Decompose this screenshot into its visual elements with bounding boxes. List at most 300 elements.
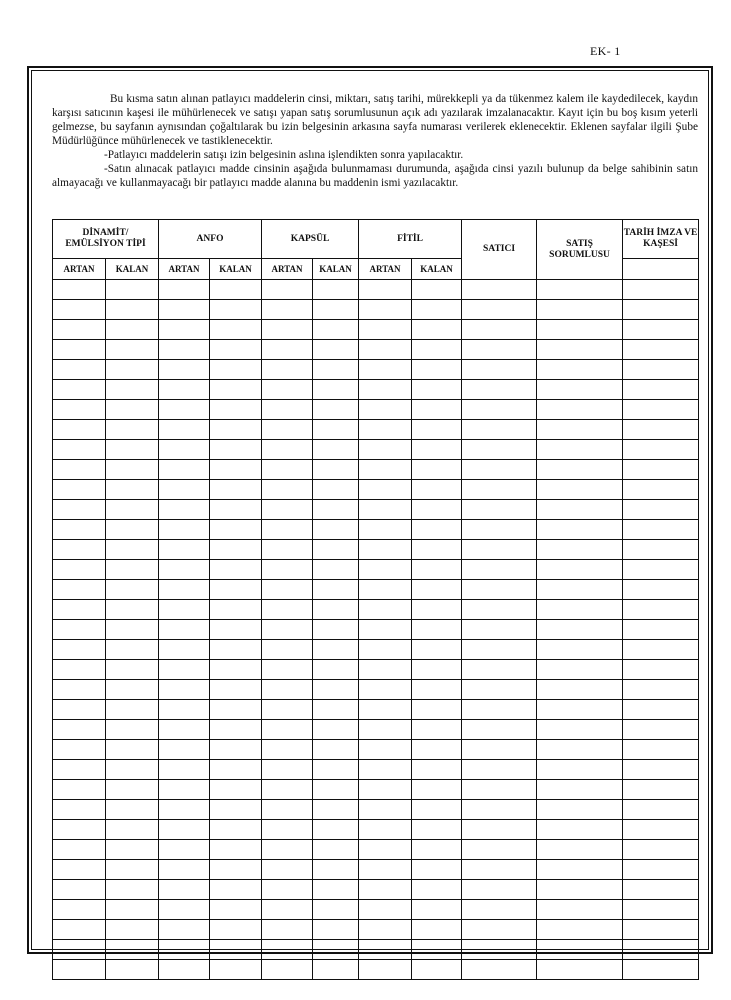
table-cell[interactable]: [359, 820, 412, 840]
table-cell[interactable]: [359, 620, 412, 640]
table-cell[interactable]: [210, 580, 262, 600]
table-cell[interactable]: [537, 740, 623, 760]
table-cell[interactable]: [262, 660, 313, 680]
table-cell[interactable]: [159, 800, 210, 820]
table-cell[interactable]: [412, 380, 462, 400]
table-cell[interactable]: [53, 340, 106, 360]
table-cell[interactable]: [359, 760, 412, 780]
table-cell[interactable]: [359, 520, 412, 540]
table-cell[interactable]: [53, 380, 106, 400]
table-cell[interactable]: [313, 740, 359, 760]
table-cell[interactable]: [262, 960, 313, 980]
table-cell[interactable]: [462, 500, 537, 520]
table-cell[interactable]: [159, 500, 210, 520]
table-cell[interactable]: [210, 660, 262, 680]
table-cell[interactable]: [106, 800, 159, 820]
table-cell[interactable]: [210, 280, 262, 300]
table-cell[interactable]: [623, 720, 699, 740]
table-cell[interactable]: [462, 520, 537, 540]
table-cell[interactable]: [359, 300, 412, 320]
table-cell[interactable]: [412, 960, 462, 980]
table-cell[interactable]: [106, 580, 159, 600]
table-cell[interactable]: [313, 760, 359, 780]
table-cell[interactable]: [262, 400, 313, 420]
table-cell[interactable]: [53, 700, 106, 720]
table-cell[interactable]: [53, 560, 106, 580]
table-cell[interactable]: [313, 540, 359, 560]
table-cell[interactable]: [53, 760, 106, 780]
table-cell[interactable]: [106, 400, 159, 420]
table-cell[interactable]: [412, 320, 462, 340]
table-cell[interactable]: [537, 760, 623, 780]
table-cell[interactable]: [359, 800, 412, 820]
table-cell[interactable]: [106, 660, 159, 680]
table-cell[interactable]: [262, 900, 313, 920]
table-cell[interactable]: [210, 400, 262, 420]
table-cell[interactable]: [159, 960, 210, 980]
table-cell[interactable]: [262, 580, 313, 600]
table-cell[interactable]: [262, 560, 313, 580]
table-cell[interactable]: [313, 920, 359, 940]
table-cell[interactable]: [462, 920, 537, 940]
table-cell[interactable]: [623, 920, 699, 940]
table-cell[interactable]: [53, 480, 106, 500]
table-cell[interactable]: [262, 520, 313, 540]
table-cell[interactable]: [53, 920, 106, 940]
table-cell[interactable]: [159, 640, 210, 660]
table-cell[interactable]: [537, 480, 623, 500]
table-cell[interactable]: [462, 620, 537, 640]
table-cell[interactable]: [262, 320, 313, 340]
table-cell[interactable]: [313, 460, 359, 480]
table-cell[interactable]: [210, 540, 262, 560]
table-cell[interactable]: [462, 720, 537, 740]
table-cell[interactable]: [53, 580, 106, 600]
table-cell[interactable]: [262, 280, 313, 300]
table-cell[interactable]: [210, 680, 262, 700]
table-cell[interactable]: [462, 680, 537, 700]
table-cell[interactable]: [537, 580, 623, 600]
table-cell[interactable]: [210, 900, 262, 920]
table-cell[interactable]: [462, 400, 537, 420]
table-cell[interactable]: [462, 660, 537, 680]
table-cell[interactable]: [53, 400, 106, 420]
table-cell[interactable]: [462, 760, 537, 780]
table-cell[interactable]: [412, 660, 462, 680]
table-cell[interactable]: [210, 600, 262, 620]
table-cell[interactable]: [412, 940, 462, 960]
table-cell[interactable]: [412, 480, 462, 500]
table-cell[interactable]: [412, 420, 462, 440]
table-cell[interactable]: [623, 900, 699, 920]
table-cell[interactable]: [462, 480, 537, 500]
table-cell[interactable]: [537, 860, 623, 880]
table-cell[interactable]: [262, 760, 313, 780]
table-cell[interactable]: [623, 520, 699, 540]
table-cell[interactable]: [412, 400, 462, 420]
table-cell[interactable]: [359, 540, 412, 560]
table-cell[interactable]: [210, 340, 262, 360]
table-cell[interactable]: [53, 780, 106, 800]
table-cell[interactable]: [412, 540, 462, 560]
table-cell[interactable]: [313, 720, 359, 740]
table-cell[interactable]: [53, 640, 106, 660]
table-cell[interactable]: [359, 960, 412, 980]
table-cell[interactable]: [359, 780, 412, 800]
table-cell[interactable]: [53, 900, 106, 920]
table-cell[interactable]: [537, 920, 623, 940]
table-cell[interactable]: [359, 440, 412, 460]
table-cell[interactable]: [210, 700, 262, 720]
table-cell[interactable]: [359, 400, 412, 420]
table-cell[interactable]: [623, 500, 699, 520]
table-cell[interactable]: [537, 460, 623, 480]
table-cell[interactable]: [412, 780, 462, 800]
table-cell[interactable]: [359, 280, 412, 300]
table-cell[interactable]: [313, 680, 359, 700]
table-cell[interactable]: [262, 920, 313, 940]
table-cell[interactable]: [537, 720, 623, 740]
table-cell[interactable]: [53, 860, 106, 880]
table-cell[interactable]: [53, 800, 106, 820]
table-cell[interactable]: [462, 880, 537, 900]
table-cell[interactable]: [313, 560, 359, 580]
table-cell[interactable]: [53, 440, 106, 460]
table-cell[interactable]: [159, 540, 210, 560]
table-cell[interactable]: [210, 760, 262, 780]
table-cell[interactable]: [262, 440, 313, 460]
table-cell[interactable]: [412, 560, 462, 580]
table-cell[interactable]: [313, 820, 359, 840]
table-cell[interactable]: [537, 380, 623, 400]
table-cell[interactable]: [262, 740, 313, 760]
table-cell[interactable]: [462, 820, 537, 840]
table-cell[interactable]: [412, 520, 462, 540]
table-cell[interactable]: [159, 860, 210, 880]
table-cell[interactable]: [462, 560, 537, 580]
table-cell[interactable]: [313, 400, 359, 420]
table-cell[interactable]: [359, 900, 412, 920]
table-cell[interactable]: [623, 800, 699, 820]
table-cell[interactable]: [462, 860, 537, 880]
table-cell[interactable]: [412, 640, 462, 660]
table-cell[interactable]: [53, 960, 106, 980]
table-cell[interactable]: [106, 500, 159, 520]
table-cell[interactable]: [210, 560, 262, 580]
table-cell[interactable]: [106, 300, 159, 320]
table-cell[interactable]: [313, 860, 359, 880]
table-cell[interactable]: [359, 840, 412, 860]
table-cell[interactable]: [623, 360, 699, 380]
table-cell[interactable]: [106, 460, 159, 480]
table-cell[interactable]: [159, 660, 210, 680]
table-cell[interactable]: [262, 540, 313, 560]
table-cell[interactable]: [462, 320, 537, 340]
table-cell[interactable]: [313, 500, 359, 520]
table-cell[interactable]: [623, 640, 699, 660]
table-cell[interactable]: [537, 600, 623, 620]
table-cell[interactable]: [623, 680, 699, 700]
table-cell[interactable]: [462, 360, 537, 380]
table-cell[interactable]: [462, 840, 537, 860]
table-cell[interactable]: [623, 880, 699, 900]
table-cell[interactable]: [313, 780, 359, 800]
table-cell[interactable]: [412, 340, 462, 360]
table-cell[interactable]: [159, 820, 210, 840]
table-cell[interactable]: [412, 820, 462, 840]
table-cell[interactable]: [462, 280, 537, 300]
table-cell[interactable]: [106, 920, 159, 940]
table-cell[interactable]: [262, 300, 313, 320]
table-cell[interactable]: [210, 360, 262, 380]
table-cell[interactable]: [106, 480, 159, 500]
table-cell[interactable]: [537, 620, 623, 640]
table-cell[interactable]: [412, 440, 462, 460]
table-cell[interactable]: [537, 680, 623, 700]
table-cell[interactable]: [53, 840, 106, 860]
table-cell[interactable]: [106, 700, 159, 720]
table-cell[interactable]: [412, 800, 462, 820]
table-cell[interactable]: [537, 440, 623, 460]
table-cell[interactable]: [106, 440, 159, 460]
table-cell[interactable]: [359, 320, 412, 340]
table-cell[interactable]: [53, 540, 106, 560]
table-cell[interactable]: [537, 360, 623, 380]
table-cell[interactable]: [159, 360, 210, 380]
table-cell[interactable]: [159, 600, 210, 620]
table-cell[interactable]: [537, 640, 623, 660]
table-cell[interactable]: [106, 860, 159, 880]
table-cell[interactable]: [106, 840, 159, 860]
table-cell[interactable]: [462, 460, 537, 480]
table-cell[interactable]: [159, 920, 210, 940]
table-cell[interactable]: [313, 440, 359, 460]
table-cell[interactable]: [313, 320, 359, 340]
table-cell[interactable]: [537, 320, 623, 340]
table-cell[interactable]: [262, 640, 313, 660]
table-cell[interactable]: [53, 300, 106, 320]
table-cell[interactable]: [462, 440, 537, 460]
table-cell[interactable]: [537, 660, 623, 680]
table-cell[interactable]: [359, 340, 412, 360]
table-cell[interactable]: [53, 460, 106, 480]
table-cell[interactable]: [359, 640, 412, 660]
table-cell[interactable]: [537, 300, 623, 320]
table-cell[interactable]: [106, 760, 159, 780]
table-cell[interactable]: [462, 640, 537, 660]
table-cell[interactable]: [537, 420, 623, 440]
table-cell[interactable]: [412, 620, 462, 640]
table-cell[interactable]: [159, 280, 210, 300]
table-cell[interactable]: [412, 900, 462, 920]
table-cell[interactable]: [462, 300, 537, 320]
table-cell[interactable]: [106, 380, 159, 400]
table-cell[interactable]: [623, 440, 699, 460]
table-cell[interactable]: [462, 420, 537, 440]
table-cell[interactable]: [412, 700, 462, 720]
table-cell[interactable]: [537, 840, 623, 860]
table-cell[interactable]: [359, 420, 412, 440]
table-cell[interactable]: [159, 460, 210, 480]
table-cell[interactable]: [359, 480, 412, 500]
table-cell[interactable]: [106, 960, 159, 980]
table-cell[interactable]: [359, 600, 412, 620]
table-cell[interactable]: [262, 680, 313, 700]
table-cell[interactable]: [313, 300, 359, 320]
table-cell[interactable]: [159, 480, 210, 500]
table-cell[interactable]: [210, 420, 262, 440]
table-cell[interactable]: [462, 780, 537, 800]
table-cell[interactable]: [159, 700, 210, 720]
table-cell[interactable]: [53, 320, 106, 340]
table-cell[interactable]: [210, 480, 262, 500]
table-cell[interactable]: [462, 580, 537, 600]
table-cell[interactable]: [106, 720, 159, 740]
table-cell[interactable]: [159, 340, 210, 360]
table-cell[interactable]: [462, 800, 537, 820]
table-cell[interactable]: [313, 960, 359, 980]
table-cell[interactable]: [623, 300, 699, 320]
table-cell[interactable]: [462, 340, 537, 360]
table-cell[interactable]: [159, 320, 210, 340]
table-cell[interactable]: [359, 740, 412, 760]
table-cell[interactable]: [623, 560, 699, 580]
table-cell[interactable]: [537, 520, 623, 540]
table-cell[interactable]: [106, 640, 159, 660]
table-cell[interactable]: [53, 280, 106, 300]
table-cell[interactable]: [412, 860, 462, 880]
table-cell[interactable]: [159, 840, 210, 860]
table-cell[interactable]: [412, 600, 462, 620]
table-cell[interactable]: [623, 760, 699, 780]
table-cell[interactable]: [537, 700, 623, 720]
table-cell[interactable]: [262, 800, 313, 820]
table-cell[interactable]: [159, 620, 210, 640]
table-cell[interactable]: [106, 940, 159, 960]
table-cell[interactable]: [210, 920, 262, 940]
table-cell[interactable]: [262, 460, 313, 480]
table-cell[interactable]: [537, 900, 623, 920]
table-cell[interactable]: [623, 660, 699, 680]
table-cell[interactable]: [106, 420, 159, 440]
table-cell[interactable]: [210, 500, 262, 520]
table-cell[interactable]: [210, 440, 262, 460]
table-cell[interactable]: [313, 840, 359, 860]
table-cell[interactable]: [159, 560, 210, 580]
table-cell[interactable]: [262, 480, 313, 500]
table-cell[interactable]: [359, 500, 412, 520]
table-cell[interactable]: [359, 560, 412, 580]
table-cell[interactable]: [623, 460, 699, 480]
table-cell[interactable]: [210, 520, 262, 540]
table-cell[interactable]: [106, 360, 159, 380]
table-cell[interactable]: [623, 840, 699, 860]
table-cell[interactable]: [106, 780, 159, 800]
table-cell[interactable]: [210, 800, 262, 820]
table-cell[interactable]: [262, 700, 313, 720]
table-cell[interactable]: [159, 740, 210, 760]
table-cell[interactable]: [262, 420, 313, 440]
table-cell[interactable]: [412, 920, 462, 940]
table-cell[interactable]: [53, 660, 106, 680]
table-cell[interactable]: [210, 320, 262, 340]
table-cell[interactable]: [159, 760, 210, 780]
table-cell[interactable]: [106, 900, 159, 920]
table-cell[interactable]: [53, 600, 106, 620]
table-cell[interactable]: [313, 900, 359, 920]
table-cell[interactable]: [159, 900, 210, 920]
table-cell[interactable]: [313, 880, 359, 900]
table-cell[interactable]: [106, 620, 159, 640]
table-cell[interactable]: [106, 280, 159, 300]
table-cell[interactable]: [106, 680, 159, 700]
table-cell[interactable]: [537, 400, 623, 420]
table-cell[interactable]: [159, 440, 210, 460]
table-cell[interactable]: [210, 460, 262, 480]
table-cell[interactable]: [623, 860, 699, 880]
table-cell[interactable]: [53, 360, 106, 380]
table-cell[interactable]: [623, 340, 699, 360]
table-cell[interactable]: [412, 500, 462, 520]
table-cell[interactable]: [623, 740, 699, 760]
table-cell[interactable]: [623, 400, 699, 420]
table-cell[interactable]: [623, 780, 699, 800]
table-cell[interactable]: [106, 600, 159, 620]
table-cell[interactable]: [159, 780, 210, 800]
table-cell[interactable]: [623, 700, 699, 720]
table-cell[interactable]: [412, 740, 462, 760]
table-cell[interactable]: [262, 620, 313, 640]
table-cell[interactable]: [313, 600, 359, 620]
table-cell[interactable]: [623, 620, 699, 640]
table-cell[interactable]: [159, 380, 210, 400]
table-cell[interactable]: [623, 820, 699, 840]
table-cell[interactable]: [159, 720, 210, 740]
table-cell[interactable]: [106, 560, 159, 580]
table-cell[interactable]: [159, 940, 210, 960]
table-cell[interactable]: [159, 420, 210, 440]
table-cell[interactable]: [462, 600, 537, 620]
table-cell[interactable]: [210, 960, 262, 980]
table-cell[interactable]: [159, 680, 210, 700]
table-cell[interactable]: [106, 320, 159, 340]
table-cell[interactable]: [359, 940, 412, 960]
table-cell[interactable]: [537, 940, 623, 960]
table-cell[interactable]: [462, 700, 537, 720]
table-cell[interactable]: [262, 600, 313, 620]
table-cell[interactable]: [537, 780, 623, 800]
table-cell[interactable]: [359, 920, 412, 940]
table-cell[interactable]: [262, 840, 313, 860]
table-cell[interactable]: [623, 940, 699, 960]
table-cell[interactable]: [313, 940, 359, 960]
table-cell[interactable]: [262, 780, 313, 800]
table-cell[interactable]: [537, 880, 623, 900]
table-cell[interactable]: [210, 860, 262, 880]
table-cell[interactable]: [359, 700, 412, 720]
table-cell[interactable]: [106, 880, 159, 900]
table-cell[interactable]: [359, 720, 412, 740]
table-cell[interactable]: [462, 900, 537, 920]
table-cell[interactable]: [106, 740, 159, 760]
table-cell[interactable]: [462, 940, 537, 960]
table-cell[interactable]: [53, 820, 106, 840]
table-cell[interactable]: [262, 860, 313, 880]
table-cell[interactable]: [537, 560, 623, 580]
table-cell[interactable]: [210, 940, 262, 960]
table-cell[interactable]: [159, 400, 210, 420]
table-cell[interactable]: [313, 380, 359, 400]
